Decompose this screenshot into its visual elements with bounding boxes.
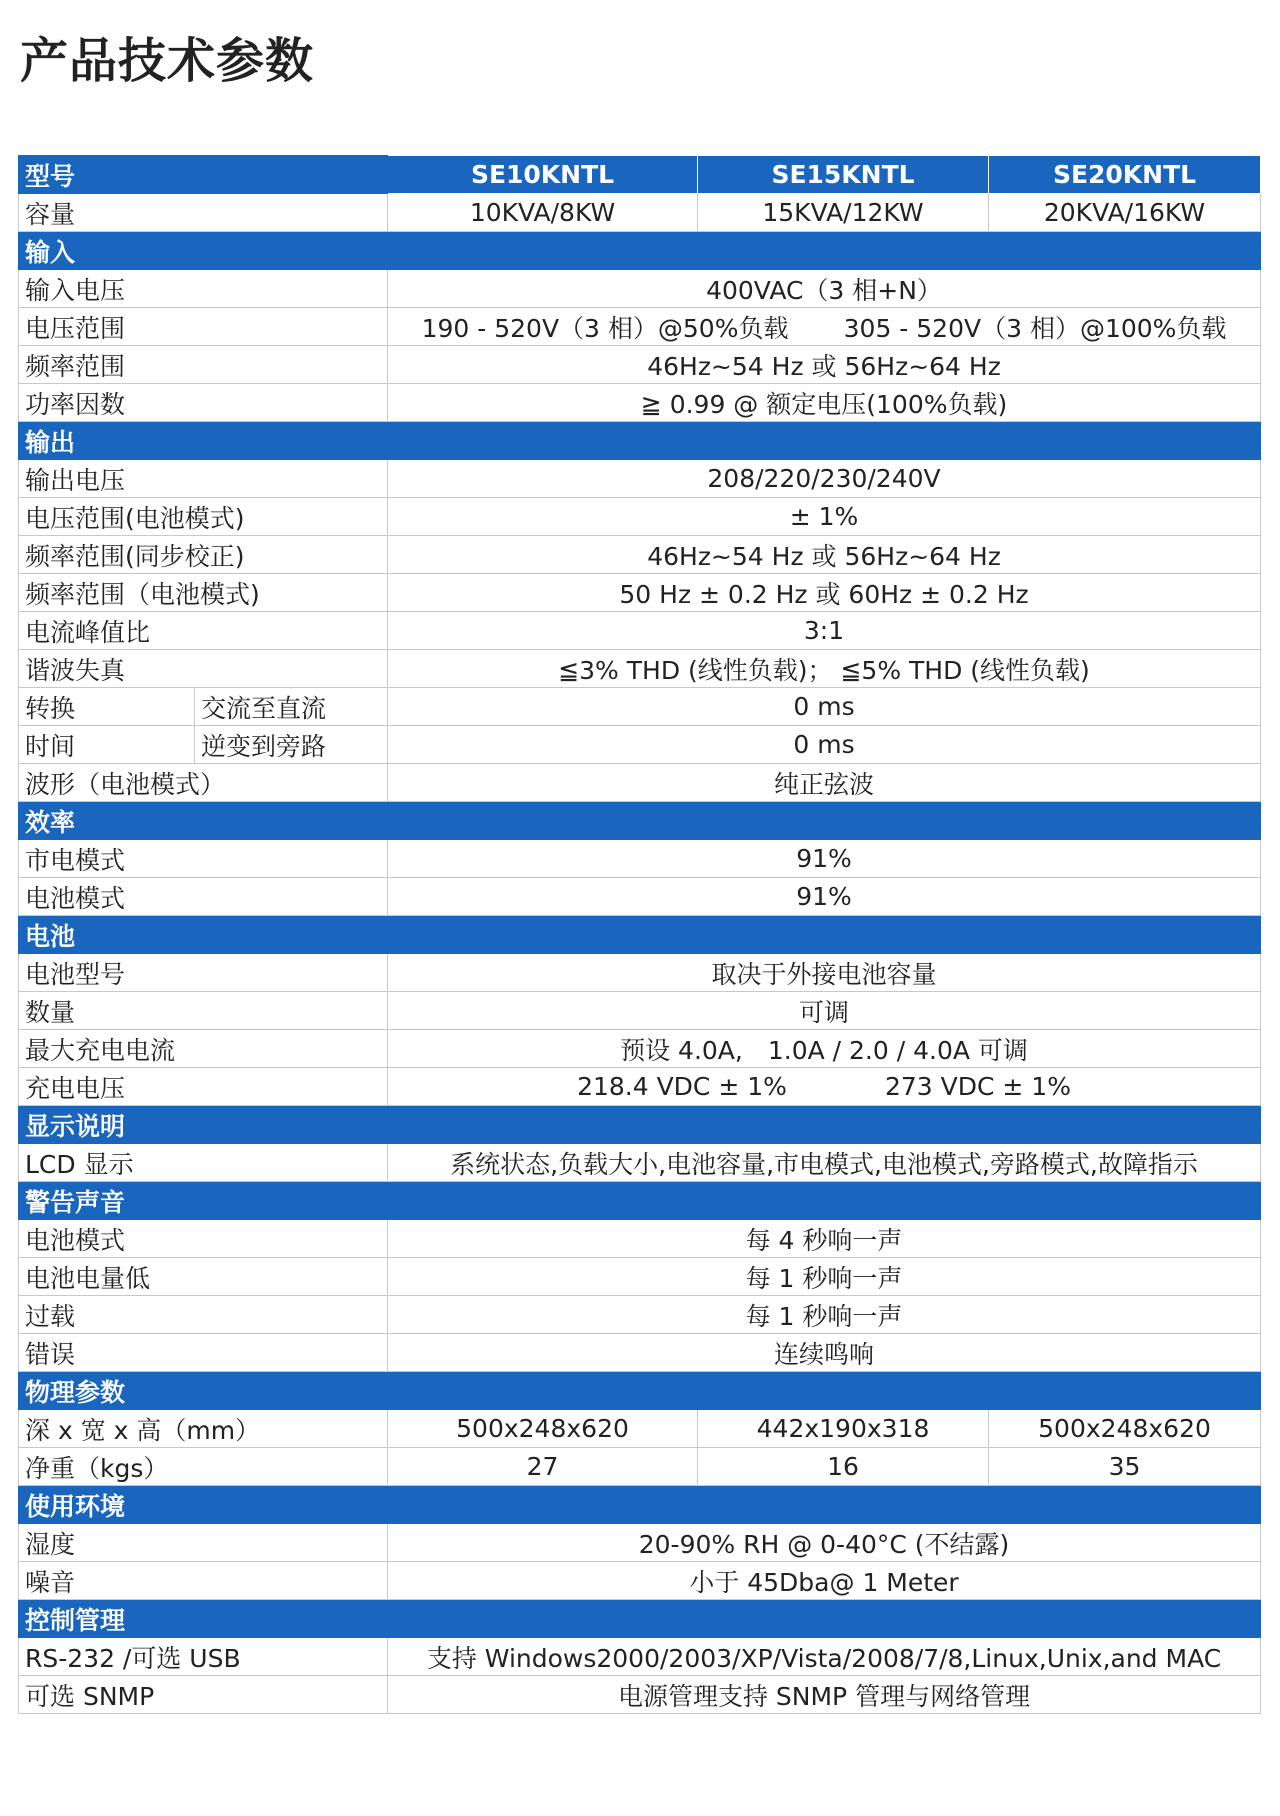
spec-row xyxy=(19,1638,1261,1676)
model-label: 型号 xyxy=(19,156,388,194)
spec-value: 400VAC（3 相+N） xyxy=(388,270,1261,308)
spec-label: 电池型号 xyxy=(19,954,388,992)
spec-label: 频率范围(同步校正) xyxy=(19,536,388,574)
section-title: 输入 xyxy=(19,232,1261,270)
spec-value: 连续鸣响 xyxy=(388,1334,1261,1372)
spec-row xyxy=(19,346,1261,384)
section-header-management xyxy=(19,1600,1261,1638)
spec-label: 可选 SNMP xyxy=(19,1676,388,1714)
spec-row xyxy=(19,1448,1261,1486)
spec-label: 电压范围(电池模式) xyxy=(19,498,388,536)
spec-row xyxy=(19,574,1261,612)
spec-label: 电池模式 xyxy=(19,1220,388,1258)
spec-label: 波形（电池模式） xyxy=(19,764,388,802)
section-title: 使用环境 xyxy=(19,1486,1261,1524)
spec-value: 支持 Windows2000/2003/XP/Vista/2008/7/8,Linux,Unix,and MAC xyxy=(388,1638,1261,1676)
spec-value: 0 ms xyxy=(388,688,1261,726)
spec-value: 3:1 xyxy=(388,612,1261,650)
section-header-alarm xyxy=(19,1182,1261,1220)
spec-value: 27 xyxy=(388,1448,698,1486)
transfer-label: 转换 xyxy=(19,688,195,726)
section-title: 电池 xyxy=(19,916,1261,954)
spec-row xyxy=(19,270,1261,308)
spec-value-part: 305 - 520V（3 相）@100%负载 xyxy=(843,313,1227,343)
spec-value: 50 Hz ± 0.2 Hz 或 60Hz ± 0.2 Hz xyxy=(388,574,1261,612)
spec-row xyxy=(19,764,1261,802)
spec-value: 442x190x318 xyxy=(698,1410,989,1448)
spec-row xyxy=(19,308,1261,346)
spec-value: ± 1% xyxy=(388,498,1261,536)
section-title: 警告声音 xyxy=(19,1182,1261,1220)
capacity-row xyxy=(19,194,1261,232)
spec-row xyxy=(19,612,1261,650)
capacity-value: 15KVA/12KW xyxy=(698,194,989,232)
section-title: 输出 xyxy=(19,422,1261,460)
section-header-display xyxy=(19,1106,1261,1144)
spec-label: 电池电量低 xyxy=(19,1258,388,1296)
spec-table xyxy=(18,155,1261,1714)
spec-label: 输出电压 xyxy=(19,460,388,498)
spec-value-part: 190 - 520V（3 相）@50%负载 xyxy=(421,313,789,343)
spec-value: 91% xyxy=(388,878,1261,916)
section-title: 显示说明 xyxy=(19,1106,1261,1144)
spec-row xyxy=(19,1068,1261,1106)
spec-row xyxy=(19,1258,1261,1296)
spec-value: 500x248x620 xyxy=(388,1410,698,1448)
spec-value xyxy=(388,1068,1261,1106)
spec-row xyxy=(19,1676,1261,1714)
capacity-label: 容量 xyxy=(19,194,388,232)
spec-value: 20-90% RH @ 0-40°C (不结露) xyxy=(388,1524,1261,1562)
spec-row xyxy=(19,650,1261,688)
spec-row xyxy=(19,498,1261,536)
spec-label: 谐波失真 xyxy=(19,650,388,688)
spec-value: 每 1 秒响一声 xyxy=(388,1258,1261,1296)
spec-row xyxy=(19,384,1261,422)
spec-row xyxy=(19,1334,1261,1372)
spec-row xyxy=(19,954,1261,992)
spec-row xyxy=(19,536,1261,574)
spec-value: ≧ 0.99 @ 额定电压(100%负载) xyxy=(388,384,1261,422)
section-header-efficiency xyxy=(19,802,1261,840)
section-title: 控制管理 xyxy=(19,1600,1261,1638)
spec-value: ≦3% THD (线性负载)； ≦5% THD (线性负载) xyxy=(388,650,1261,688)
section-header-output xyxy=(19,422,1261,460)
section-header-input xyxy=(19,232,1261,270)
spec-row xyxy=(19,726,1261,764)
spec-label: 净重（kgs） xyxy=(19,1448,388,1486)
spec-value: 取决于外接电池容量 xyxy=(388,954,1261,992)
spec-row xyxy=(19,878,1261,916)
spec-value: 46Hz~54 Hz 或 56Hz~64 Hz xyxy=(388,346,1261,384)
spec-label: 市电模式 xyxy=(19,840,388,878)
spec-label: 深 x 宽 x 高（mm） xyxy=(19,1410,388,1448)
section-title: 效率 xyxy=(19,802,1261,840)
spec-value: 91% xyxy=(388,840,1261,878)
section-title: 物理参数 xyxy=(19,1372,1261,1410)
spec-label: 噪音 xyxy=(19,1562,388,1600)
spec-row xyxy=(19,840,1261,878)
spec-row xyxy=(19,1144,1261,1182)
spec-label: 频率范围（电池模式) xyxy=(19,574,388,612)
model-row xyxy=(19,156,1261,194)
spec-label: LCD 显示 xyxy=(19,1144,388,1182)
spec-sublabel: 逆变到旁路 xyxy=(195,726,388,764)
spec-row xyxy=(19,460,1261,498)
spec-row xyxy=(19,1296,1261,1334)
spec-value: 16 xyxy=(698,1448,989,1486)
model-se10kntl: SE10KNTL xyxy=(388,156,698,194)
spec-sublabel: 交流至直流 xyxy=(195,688,388,726)
spec-label: 电流峰值比 xyxy=(19,612,388,650)
spec-value: 每 1 秒响一声 xyxy=(388,1296,1261,1334)
spec-value: 电源管理支持 SNMP 管理与网络管理 xyxy=(388,1676,1261,1714)
spec-label: 电池模式 xyxy=(19,878,388,916)
spec-label: 错误 xyxy=(19,1334,388,1372)
spec-value: 500x248x620 xyxy=(989,1410,1261,1448)
transfer-label: 时间 xyxy=(19,726,195,764)
spec-value: 0 ms xyxy=(388,726,1261,764)
spec-row xyxy=(19,1030,1261,1068)
spec-label: 电压范围 xyxy=(19,308,388,346)
spec-label: 功率因数 xyxy=(19,384,388,422)
spec-row xyxy=(19,1220,1261,1258)
spec-value: 208/220/230/240V xyxy=(388,460,1261,498)
model-se15kntl: SE15KNTL xyxy=(698,156,989,194)
spec-row xyxy=(19,1410,1261,1448)
capacity-value: 10KVA/8KW xyxy=(388,194,698,232)
spec-label: 过载 xyxy=(19,1296,388,1334)
page-title: 产品技术参数 xyxy=(20,33,315,89)
spec-value xyxy=(388,308,1261,346)
spec-row xyxy=(19,1562,1261,1600)
spec-value: 46Hz~54 Hz 或 56Hz~64 Hz xyxy=(388,536,1261,574)
spec-label: 数量 xyxy=(19,992,388,1030)
spec-value: 35 xyxy=(989,1448,1261,1486)
spec-value: 纯正弦波 xyxy=(388,764,1261,802)
spec-value: 预设 4.0A, 1.0A / 2.0 / 4.0A 可调 xyxy=(388,1030,1261,1068)
spec-row xyxy=(19,688,1261,726)
capacity-value: 20KVA/16KW xyxy=(989,194,1261,232)
spec-row xyxy=(19,1524,1261,1562)
spec-value: 每 4 秒响一声 xyxy=(388,1220,1261,1258)
spec-label: 输入电压 xyxy=(19,270,388,308)
spec-label: RS-232 /可选 USB xyxy=(19,1638,388,1676)
spec-label: 频率范围 xyxy=(19,346,388,384)
section-header-physical xyxy=(19,1372,1261,1410)
spec-label: 湿度 xyxy=(19,1524,388,1562)
spec-value: 小于 45Dba@ 1 Meter xyxy=(388,1562,1261,1600)
spec-value-part: 218.4 VDC ± 1% xyxy=(577,1072,787,1101)
spec-value: 可调 xyxy=(388,992,1261,1030)
spec-row xyxy=(19,992,1261,1030)
section-header-environment xyxy=(19,1486,1261,1524)
spec-label: 充电电压 xyxy=(19,1068,388,1106)
model-se20kntl: SE20KNTL xyxy=(989,156,1261,194)
spec-value-part: 273 VDC ± 1% xyxy=(884,1072,1071,1101)
spec-value: 系统状态,负载大小,电池容量,市电模式,电池模式,旁路模式,故障指示 xyxy=(388,1144,1261,1182)
spec-label: 最大充电电流 xyxy=(19,1030,388,1068)
section-header-battery xyxy=(19,916,1261,954)
